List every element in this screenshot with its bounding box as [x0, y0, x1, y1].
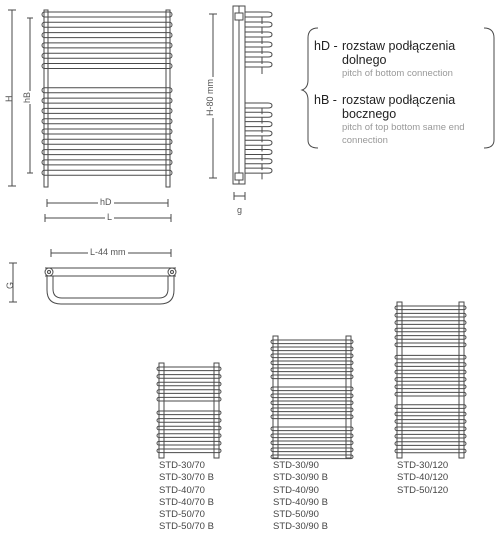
legend-hb-key: hB -: [314, 93, 337, 107]
model-item: STD-30/120: [397, 460, 449, 471]
radiator-rail: [271, 347, 353, 351]
model-item: STD-50/70: [159, 509, 205, 521]
radiator-rail: [395, 370, 466, 374]
model-120-drawing: [395, 302, 466, 458]
label-g: g: [237, 205, 243, 215]
model-item: STD-40/70: [159, 484, 205, 496]
radiator-rail: [271, 361, 353, 365]
radiator-rail: [42, 64, 172, 69]
dimension-g: [234, 192, 245, 200]
radiator-rail: [395, 405, 466, 409]
side-rail-loop: [245, 131, 272, 136]
radiator-rail: [271, 448, 353, 452]
radiator-rail: [157, 449, 221, 453]
radiator-rail: [395, 427, 466, 431]
model-item: STD-30/70: [159, 460, 205, 471]
radiator-rail: [42, 170, 172, 175]
side-rail-loop: [245, 150, 272, 155]
model-item: STD-40/90: [273, 484, 319, 496]
radiator-rail: [271, 434, 353, 438]
radiator-rail: [157, 382, 221, 386]
model-list-70: [159, 460, 214, 534]
radiator-rail: [157, 367, 221, 371]
model-list-90: [273, 460, 328, 534]
label-H80: H-80 mm: [205, 78, 215, 116]
radiator-rail: [271, 375, 353, 379]
legend-hd-key: hD -: [314, 39, 338, 53]
side-rail-loop: [245, 52, 272, 57]
model-item: STD-40/70 B: [159, 496, 214, 508]
radiator-rail: [42, 53, 172, 58]
radiator-rail: [395, 392, 466, 396]
radiator-rail: [395, 343, 466, 347]
side-rail-loop: [245, 22, 272, 27]
radiator-rail: [42, 12, 172, 17]
radiator-rail: [395, 306, 466, 310]
model-item: STD-30/90: [273, 460, 319, 471]
legend-hb-line2: bocznego: [342, 107, 397, 121]
legend-bracket-right: [484, 28, 494, 148]
side-rail-loop: [245, 140, 272, 145]
radiator-rail: [157, 419, 221, 423]
radiator-rail: [271, 401, 353, 405]
radiator-rail: [42, 119, 172, 124]
legend-hd-en: pitch of bottom connection: [342, 68, 453, 79]
label-hD: hD: [100, 197, 112, 207]
legend-hb-en-1: pitch of top bottom same end: [342, 122, 465, 133]
front-view-radiator: [42, 10, 172, 187]
radiator-rail: [42, 108, 172, 113]
legend-hb-en-2: connection: [342, 135, 388, 146]
model-90-drawing: [271, 336, 353, 459]
label-H: H: [4, 95, 14, 102]
side-rail-loop: [245, 12, 272, 17]
model-item: STD-30/90 B: [273, 521, 328, 533]
legend-hd-line1: rozstaw podłączenia: [342, 39, 456, 53]
radiator-rail: [271, 415, 353, 419]
radiator-rail: [271, 455, 353, 459]
model-item: STD-50/90: [273, 509, 319, 521]
radiator-rail: [395, 336, 466, 340]
radiator-rail: [395, 355, 466, 359]
model-item: STD-50/70 B: [159, 521, 214, 533]
radiator-rail: [395, 412, 466, 416]
radiator-rail: [395, 363, 466, 367]
radiator-rail: [395, 321, 466, 325]
radiator-rail: [42, 139, 172, 144]
radiator-rail: [271, 368, 353, 372]
model-item: STD-50/120: [397, 484, 449, 496]
radiator-rail: [42, 43, 172, 48]
legend-hb-line1: rozstaw podłączenia: [342, 93, 456, 107]
radiator-rail: [271, 387, 353, 391]
side-rail-loop: [245, 159, 272, 164]
side-rail-loop: [245, 32, 272, 37]
radiator-rail: [42, 22, 172, 27]
radiator-rail: [271, 441, 353, 445]
radiator-rail: [42, 160, 172, 165]
radiator-rail: [271, 354, 353, 358]
radiator-rail: [395, 420, 466, 424]
radiator-rail: [271, 427, 353, 431]
radiator-rail: [157, 390, 221, 394]
radiator-rail: [157, 411, 221, 415]
radiator-rail: [395, 385, 466, 389]
radiator-rail: [271, 340, 353, 344]
radiator-rail: [395, 378, 466, 382]
radiator-rail: [42, 129, 172, 134]
radiator-rail: [42, 33, 172, 38]
side-rail-loop: [245, 62, 272, 67]
radiator-rail: [157, 375, 221, 379]
label-L44: L-44 mm: [90, 247, 126, 257]
radiator-rail: [395, 328, 466, 332]
radiator-rail: [271, 408, 353, 412]
radiator-rail: [157, 397, 221, 401]
side-view-radiator: [233, 6, 272, 184]
radiator-rail: [395, 434, 466, 438]
legend-hd-line2: dolnego: [342, 53, 387, 67]
side-rail-loop: [245, 112, 272, 117]
radiator-rail: [157, 426, 221, 430]
radiator-rail: [395, 449, 466, 453]
model-list-120: [397, 460, 448, 497]
side-rail-loop: [245, 168, 272, 173]
side-rail-loop: [245, 122, 272, 127]
side-rail-loop: [245, 103, 272, 108]
model-item: STD-40/90 B: [273, 496, 328, 508]
radiator-rail: [42, 88, 172, 93]
model-item: STD-30/70 B: [159, 472, 214, 484]
radiator-rail: [395, 313, 466, 317]
radiator-rail: [42, 98, 172, 103]
top-view-radiator: [45, 268, 176, 304]
radiator-rail: [42, 150, 172, 155]
model-item: STD-30/90 B: [273, 472, 328, 484]
radiator-rail: [157, 441, 221, 445]
label-G: G: [5, 281, 15, 289]
model-70-drawing: [157, 363, 221, 458]
model-item: STD-40/120: [397, 472, 449, 484]
radiator-rail: [395, 442, 466, 446]
side-rail-loop: [245, 42, 272, 47]
radiator-rail: [271, 394, 353, 398]
label-hB: hB: [22, 91, 32, 103]
label-L: L: [107, 212, 113, 222]
radiator-rail: [157, 434, 221, 438]
